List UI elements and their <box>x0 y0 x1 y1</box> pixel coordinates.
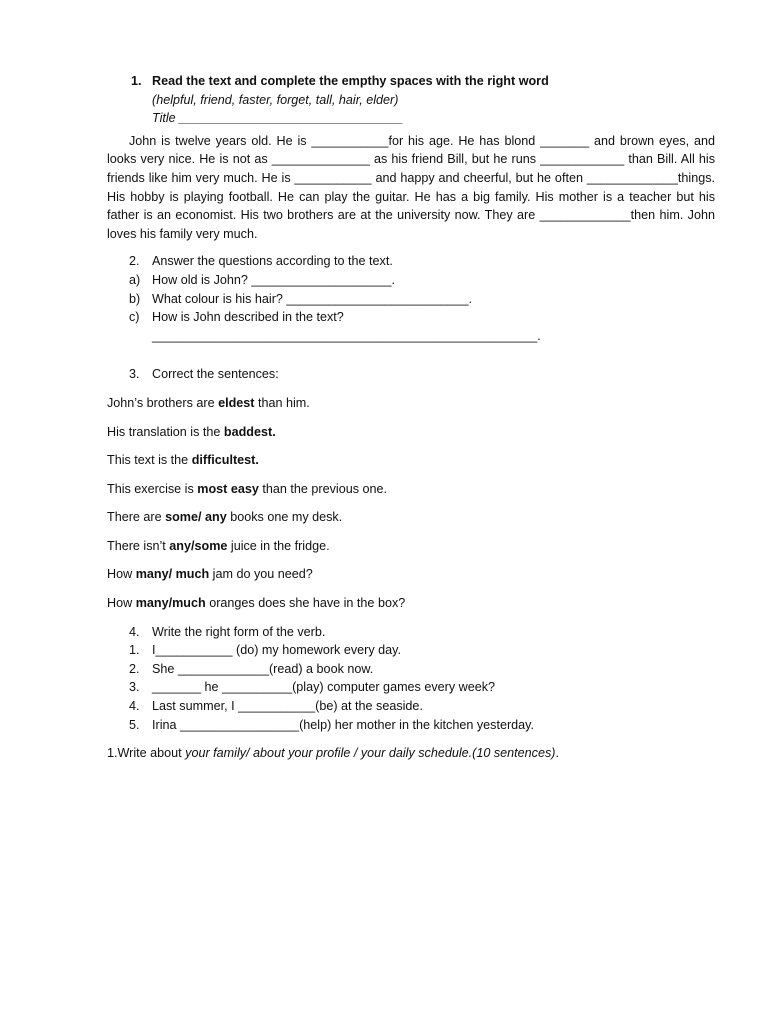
title-line: Title ________________________________ <box>152 111 404 126</box>
exercise-4-title: Write the right form of the verb. <box>152 624 326 639</box>
exercise-1-title: Read the text and complete the empthy spaces with the right word <box>152 74 549 88</box>
verb-text: Irina _________________(help) her mother in the kitchen yesterday. <box>152 717 535 732</box>
reading-paragraph: John is twelve years old. He is ___________for his age. He has blond _______ and brown eyes, and looks very nice. He is not as ______________ as his friend Bill, but he runs ____________ than Bill. All his friends like him very much. He is ___________ and happy and cheerful, but he often _____________things. His hobby is playing football. He can play the guitar. He has a big family. His mother is a teacher but his father is an economist. His two brothers are at the university now. They are _____________then him. John loves his family very much. <box>107 133 715 241</box>
sentence-item: John’s brothers are eldest than him. <box>107 395 310 410</box>
verb-marker: 2. <box>129 661 140 676</box>
verb-marker: 3. <box>129 680 140 695</box>
sentence-item: How many/much oranges does she have in the box? <box>107 596 406 611</box>
question-marker: c) <box>129 310 140 325</box>
exercise-2-number: 2. <box>129 254 140 269</box>
worksheet-page <box>107 72 715 763</box>
verb-marker: 4. <box>129 699 140 714</box>
sentence-item: There isn’t any/some juice in the fridge. <box>107 538 330 553</box>
exercise-4-number: 4. <box>129 624 140 639</box>
question-marker: a) <box>129 272 141 287</box>
exercise-3-heading <box>107 365 715 384</box>
verb-marker: 5. <box>129 717 140 732</box>
exercise-2-heading <box>107 252 715 271</box>
question-marker: b) <box>129 291 141 306</box>
verb-marker: 1. <box>129 643 140 658</box>
exercise-1-heading <box>107 72 715 91</box>
verb-item <box>107 660 715 679</box>
verb-text: Last summer, I ___________(be) at the seaside. <box>152 699 423 714</box>
sentence-item: This text is the difficultest. <box>107 453 259 468</box>
exercise-3-title: Correct the sentences: <box>152 367 279 382</box>
exercise-1-number: 1. <box>131 74 142 88</box>
verb-item <box>107 716 715 735</box>
verb-item <box>107 641 715 660</box>
question-text: What colour is his hair? __________________________. <box>152 291 472 306</box>
question-item <box>107 290 715 309</box>
verb-item <box>107 678 715 697</box>
sentence-item: How many/ much jam do you need? <box>107 567 313 582</box>
question-item <box>107 271 715 290</box>
verb-text: I___________ (do) my homework every day. <box>152 643 401 658</box>
sentence-item: There are some/ any books one my desk. <box>107 510 343 525</box>
exercise-3-number: 3. <box>129 367 140 382</box>
word-bank: (helpful, friend, faster, forget, tall, hair, elder) <box>152 92 399 107</box>
exercise-2-title: Answer the questions according to the text. <box>152 254 393 269</box>
verb-text: _______ he __________(play) computer games every week? <box>152 680 496 695</box>
question-text: How is John described in the text? _______________________________________________________. <box>152 310 541 343</box>
question-item <box>107 308 715 345</box>
exercise-4-heading <box>107 623 715 642</box>
writing-task: 1.Write about your family/ about your profile / your daily schedule.(10 sentences). <box>107 746 559 761</box>
question-text: How old is John? ____________________. <box>152 272 395 287</box>
verb-item <box>107 697 715 716</box>
sentence-item: His translation is the baddest. <box>107 424 276 439</box>
verb-text: She _____________(read) a book now. <box>152 661 374 676</box>
sentence-item: This exercise is most easy than the previous one. <box>107 481 388 496</box>
